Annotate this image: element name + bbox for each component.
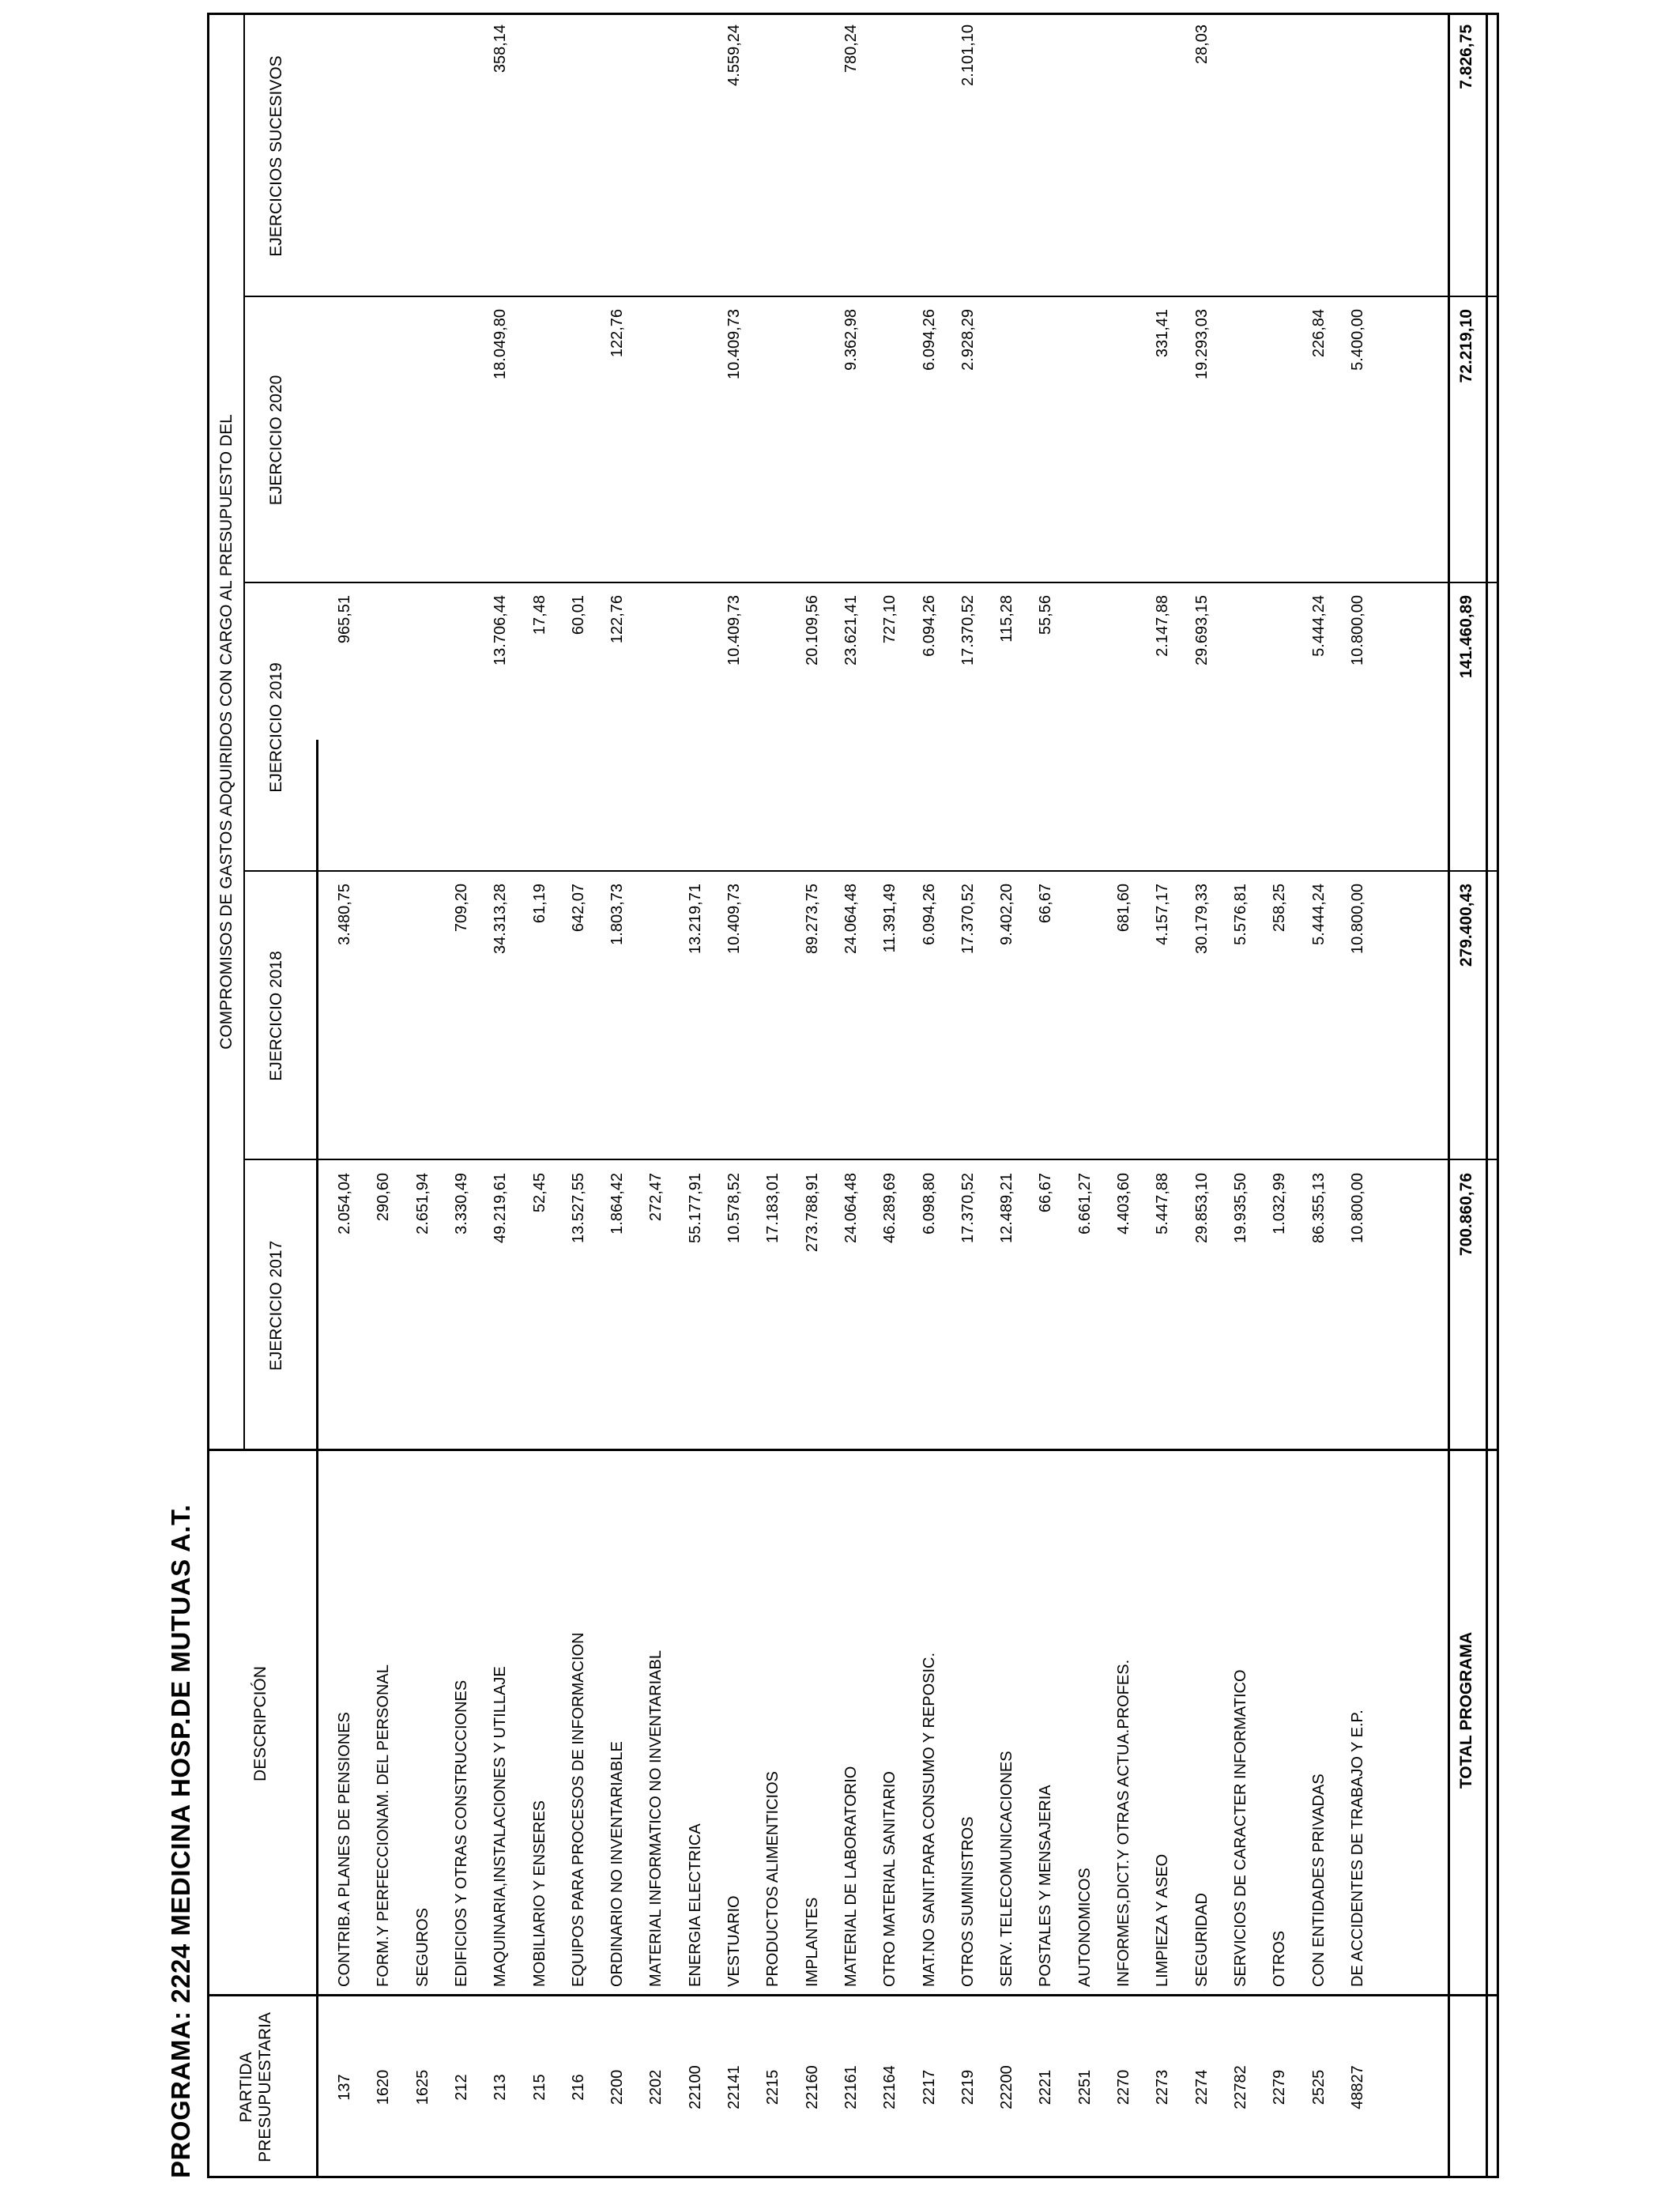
row-description: LIMPIEZA Y ASEO (1154, 1853, 1171, 1987)
row-amount-y2018: 30.179,33 (1193, 884, 1211, 954)
row-code: 2270 (1115, 2069, 1132, 2105)
row-amount-suc (1026, 25, 1064, 297)
row-amount-suc (598, 25, 636, 297)
row-amount-y2017: 273.788,91 (804, 1173, 821, 1253)
row-amount-y2020 (1066, 309, 1104, 583)
row-amount-suc (326, 25, 363, 297)
row-amount-suc: 358,14 (492, 25, 509, 74)
row-amount-suc (1222, 25, 1260, 297)
row-code: 22782 (1232, 2065, 1249, 2109)
row-amount-y2018 (364, 884, 402, 1160)
row-amount-y2020 (559, 309, 597, 583)
row-amount-y2017: 10.800,00 (1349, 1173, 1366, 1243)
row-amount-y2018: 13.219,71 (687, 884, 704, 954)
row-amount-y2018: 61,19 (531, 884, 548, 924)
row-amount-y2020: 6.094,26 (921, 309, 938, 371)
row-description: CONTRIB.A PLANES DE PENSIONES (336, 1712, 353, 1987)
row-amount-y2018: 89.273,75 (804, 884, 821, 954)
row-description: VESTUARIO (725, 1895, 743, 1987)
row-code: 212 (453, 2074, 470, 2101)
row-amount-y2017: 272,47 (647, 1173, 665, 1222)
header-2017: EJERCICIO 2017 (267, 1240, 285, 1371)
row-amount-suc (404, 25, 442, 297)
header-sucesivos: EJERCICIOS SUCESIVOS (267, 55, 285, 257)
row-amount-suc (637, 25, 675, 297)
row-code: 213 (492, 2074, 509, 2101)
row-amount-y2017: 5.447,88 (1154, 1173, 1171, 1235)
row-amount-y2018: 5.444,24 (1310, 884, 1328, 945)
row-amount-y2020: 18.049,80 (492, 309, 509, 379)
row-amount-y2017: 2.054,04 (336, 1173, 353, 1235)
row-amount-y2018: 9.402,20 (998, 884, 1015, 945)
row-amount-y2019: 6.094,26 (921, 595, 938, 657)
row-amount-y2019: 13.706,44 (492, 595, 509, 665)
row-amount-y2020 (871, 309, 909, 583)
row-amount-y2018: 10.800,00 (1349, 884, 1366, 954)
row-code: 2219 (959, 2069, 977, 2105)
row-amount-y2018 (754, 884, 792, 1160)
header-2020: EJERCICIO 2020 (267, 375, 285, 506)
total-row-bottom (1486, 13, 1488, 2178)
row-amount-y2018: 34.313,28 (492, 884, 509, 954)
row-amount-y2020 (404, 309, 442, 583)
row-description: DE ACCIDENTES DE TRABAJO Y E.P. (1349, 1710, 1366, 1987)
row-amount-suc (364, 25, 402, 297)
row-code: 2215 (764, 2069, 782, 2105)
row-description: MOBILIARIO Y ENSERES (531, 1800, 548, 1987)
total-2018: 279.400,43 (1457, 884, 1475, 967)
row-amount-y2017: 19.935,50 (1232, 1173, 1249, 1243)
table-top-border (207, 13, 209, 2178)
row-amount-y2018: 10.409,73 (725, 884, 743, 954)
row-code: 1625 (414, 2069, 431, 2105)
row-amount-y2018: 3.480,75 (336, 884, 353, 945)
row-amount-y2020 (1260, 309, 1298, 583)
row-amount-y2019 (364, 595, 402, 872)
row-amount-suc (1260, 25, 1298, 297)
row-amount-y2019: 115,28 (998, 595, 1015, 643)
row-amount-y2017: 55.177,91 (687, 1173, 704, 1243)
page-title: PROGRAMA: 2224 MEDICINA HOSP.DE MUTUAS A.T. (166, 1504, 195, 2178)
total-2017: 700.860,76 (1457, 1173, 1475, 1257)
row-description: SERVICIOS DE CARACTER INFORMATICO (1232, 1669, 1249, 1987)
row-amount-y2019 (1066, 595, 1104, 872)
row-amount-y2018 (1066, 884, 1104, 1160)
row-amount-suc (1143, 25, 1181, 297)
row-code: 215 (531, 2074, 548, 2101)
row-amount-y2019 (676, 595, 714, 872)
row-amount-y2018: 709,20 (453, 884, 470, 933)
row-code: 2202 (647, 2069, 665, 2105)
header-bottom-line (316, 740, 318, 2178)
row-amount-y2020 (637, 309, 675, 583)
row-amount-y2017: 2.651,94 (414, 1173, 431, 1235)
row-amount-y2019: 17.370,52 (959, 595, 977, 665)
row-amount-suc (1339, 25, 1377, 297)
total-row-top (1448, 13, 1450, 2178)
row-description: CON ENTIDADES PRIVADAS (1310, 1774, 1328, 1987)
row-amount-y2020: 122,76 (608, 309, 626, 358)
row-code: 2273 (1154, 2069, 1171, 2105)
row-description: SERV. TELECOMUNICACIONES (998, 1751, 1015, 1987)
row-amount-y2017: 3.330,49 (453, 1173, 470, 1235)
row-amount-y2017: 17.370,52 (959, 1173, 977, 1243)
header-descripcion: DESCRIPCIÓN (251, 1666, 269, 1781)
row-code: 1620 (375, 2069, 392, 2105)
row-amount-suc (910, 25, 948, 297)
row-amount-y2020: 19.293,03 (1193, 309, 1211, 379)
row-amount-y2018: 11.391,49 (881, 884, 898, 953)
row-amount-y2020: 9.362,98 (842, 309, 860, 371)
row-amount-y2019: 2.147,88 (1154, 595, 1171, 657)
row-amount-y2019 (754, 595, 792, 872)
row-code: 22160 (804, 2065, 821, 2109)
row-amount-y2020 (521, 309, 559, 583)
row-amount-y2020: 2.928,29 (959, 309, 977, 371)
row-description: POSTALES Y MENSAJERIA (1037, 1785, 1054, 1987)
row-amount-suc (871, 25, 909, 297)
row-code: 22164 (881, 2065, 898, 2109)
row-amount-y2018: 17.370,52 (959, 884, 977, 954)
row-amount-suc (988, 25, 1026, 297)
row-amount-y2020 (754, 309, 792, 583)
row-description: MATERIAL INFORMATICO NO INVENTARIABL (647, 1650, 665, 1987)
row-amount-y2019: 60,01 (570, 595, 587, 635)
row-amount-y2020 (1026, 309, 1064, 583)
row-amount-y2017: 52,45 (531, 1173, 548, 1213)
row-amount-y2018 (404, 884, 442, 1160)
row-description: INFORMES,DICT.Y OTRAS ACTUA.PROFES. (1115, 1659, 1132, 1987)
row-code: 137 (336, 2074, 353, 2101)
row-amount-y2019: 10.800,00 (1349, 595, 1366, 665)
row-amount-y2019: 23.621,41 (842, 595, 860, 665)
row-code: 2251 (1076, 2069, 1094, 2105)
row-amount-y2018: 24.064,48 (842, 884, 860, 954)
row-amount-suc (1300, 25, 1338, 297)
row-code: 22200 (998, 2065, 1015, 2109)
row-description: IMPLANTES (804, 1897, 821, 1987)
row-amount-y2020: 331,41 (1154, 309, 1171, 358)
row-amount-y2019: 29.693,15 (1193, 595, 1211, 665)
row-code: 2200 (608, 2069, 626, 2105)
row-amount-y2020: 226,84 (1310, 309, 1328, 358)
row-amount-y2019: 10.409,73 (725, 595, 743, 665)
table-right-border (207, 13, 1499, 15)
total-label: TOTAL PROGRAMA (1457, 1631, 1475, 1789)
row-amount-suc (793, 25, 831, 297)
row-amount-y2019: 5.444,24 (1310, 595, 1328, 657)
row-amount-y2017: 12.489,21 (998, 1173, 1015, 1243)
row-code: 22100 (687, 2065, 704, 2109)
row-amount-suc (443, 25, 480, 297)
row-amount-y2017: 6.661,27 (1076, 1173, 1094, 1235)
row-amount-suc (521, 25, 559, 297)
row-amount-y2019 (1260, 595, 1298, 872)
row-description: OTRO MATERIAL SANITARIO (881, 1771, 898, 1987)
row-code: 22161 (842, 2065, 860, 2109)
row-amount-y2020 (443, 309, 480, 583)
row-code: 2279 (1271, 2069, 1288, 2105)
row-amount-y2018: 1.803,73 (608, 884, 626, 945)
row-description: AUTONOMICOS (1076, 1868, 1094, 1987)
row-description: EQUIPOS PARA PROCESOS DE INFORMACION (570, 1632, 587, 1987)
header-2018: EJERCICIO 2018 (267, 951, 285, 1081)
row-amount-y2019 (1105, 595, 1143, 872)
row-amount-suc (1105, 25, 1143, 297)
row-amount-y2019 (637, 595, 675, 872)
row-amount-y2017: 24.064,48 (842, 1173, 860, 1243)
row-amount-y2019: 122,76 (608, 595, 626, 644)
row-amount-y2019: 17,48 (531, 595, 548, 635)
row-code: 48827 (1349, 2065, 1366, 2109)
total-sucesivos: 7.826,75 (1457, 25, 1475, 89)
header-partida: PARTIDA PRESUPUESTARIA (237, 2012, 274, 2162)
row-code: 216 (570, 2074, 587, 2101)
row-amount-suc (1066, 25, 1104, 297)
total-2020: 72.219,10 (1457, 309, 1475, 383)
row-amount-y2017: 1.864,42 (608, 1173, 626, 1235)
row-amount-y2020 (988, 309, 1026, 583)
row-amount-y2018: 4.157,17 (1154, 884, 1171, 945)
row-amount-suc: 2.101,10 (959, 25, 977, 86)
total-2019: 141.460,89 (1457, 595, 1475, 679)
row-amount-y2020: 5.400,00 (1349, 309, 1366, 371)
row-amount-y2018 (637, 884, 675, 1160)
row-amount-y2017: 29.853,10 (1193, 1173, 1211, 1243)
row-amount-y2020: 10.409,73 (725, 309, 743, 379)
row-amount-y2020 (793, 309, 831, 583)
row-description: FORM.Y PERFECCIONAM. DEL PERSONAL (375, 1664, 392, 1987)
row-amount-y2017: 66,67 (1037, 1173, 1054, 1213)
row-amount-suc (754, 25, 792, 297)
row-description: OTROS SUMINISTROS (959, 1816, 977, 1987)
row-amount-suc (559, 25, 597, 297)
header-group: COMPROMISOS DE GASTOS ADQUIRIDOS CON CARGO AL PRESUPUESTO DEL (217, 414, 235, 1050)
header-2019: EJERCICIO 2019 (267, 662, 285, 793)
row-description: ENERGIA ELECTRICA (687, 1823, 704, 1987)
row-description: SEGURIDAD (1193, 1893, 1211, 1987)
row-amount-y2020 (364, 309, 402, 583)
group-header-line (243, 13, 245, 1451)
row-description: MAQUINARIA,INSTALACIONES Y UTILLAJE (492, 1666, 509, 1987)
row-amount-y2019: 727,10 (881, 595, 898, 644)
row-amount-y2017: 6.098,80 (921, 1173, 938, 1235)
row-description: SEGUROS (414, 1907, 431, 1987)
row-code: 2274 (1193, 2069, 1211, 2105)
row-description: PRODUCTOS ALIMENTICIOS (764, 1770, 782, 1987)
row-amount-y2018: 5.576,81 (1232, 884, 1249, 945)
row-amount-y2017: 13.527,55 (570, 1173, 587, 1243)
row-amount-y2017: 290,60 (375, 1173, 392, 1222)
row-amount-y2017: 86.355,13 (1310, 1173, 1328, 1243)
row-amount-y2019: 20.109,56 (804, 595, 821, 665)
row-amount-y2019: 55,56 (1037, 595, 1054, 635)
row-amount-y2018: 66,67 (1037, 884, 1054, 924)
row-description: MAT.NO SANIT.PARA CONSUMO Y REPOSIC. (921, 1652, 938, 1987)
row-amount-y2017: 10.578,52 (725, 1173, 743, 1243)
row-amount-y2019 (1222, 595, 1260, 872)
row-amount-y2020 (1105, 309, 1143, 583)
row-amount-y2018: 681,60 (1115, 884, 1132, 933)
table-bottom-border (1497, 13, 1499, 2178)
row-amount-suc: 28,03 (1193, 25, 1211, 65)
row-amount-y2017: 17.183,01 (764, 1173, 782, 1243)
row-amount-y2020 (676, 309, 714, 583)
row-description: ORDINARIO NO INVENTARIABLE (608, 1741, 626, 1987)
row-amount-y2018: 6.094,26 (921, 884, 938, 945)
row-code: 2217 (921, 2069, 938, 2105)
row-amount-suc (676, 25, 714, 297)
row-amount-suc: 4.559,24 (725, 25, 743, 86)
row-code: 2525 (1310, 2069, 1328, 2105)
row-code: 22141 (725, 2065, 743, 2109)
row-amount-y2018: 258,25 (1271, 884, 1288, 933)
row-amount-y2019: 965,51 (336, 595, 353, 644)
row-amount-y2017: 46.289,69 (881, 1173, 898, 1243)
row-amount-y2017: 4.403,60 (1115, 1173, 1132, 1235)
row-code: 2221 (1037, 2069, 1054, 2105)
row-amount-y2018: 642,07 (570, 884, 587, 933)
row-description: EDIFICIOS Y OTRAS CONSTRUCCIONES (453, 1679, 470, 1987)
row-amount-y2017: 49.219,61 (492, 1173, 509, 1243)
row-amount-y2019 (443, 595, 480, 872)
row-amount-y2020 (326, 309, 363, 583)
row-description: OTROS (1271, 1930, 1288, 1987)
row-amount-y2020 (1222, 309, 1260, 583)
row-description: MATERIAL DE LABORATORIO (842, 1766, 860, 1987)
row-amount-y2017: 1.032,99 (1271, 1173, 1288, 1235)
row-amount-suc: 780,24 (842, 25, 860, 74)
row-amount-y2019 (404, 595, 442, 872)
